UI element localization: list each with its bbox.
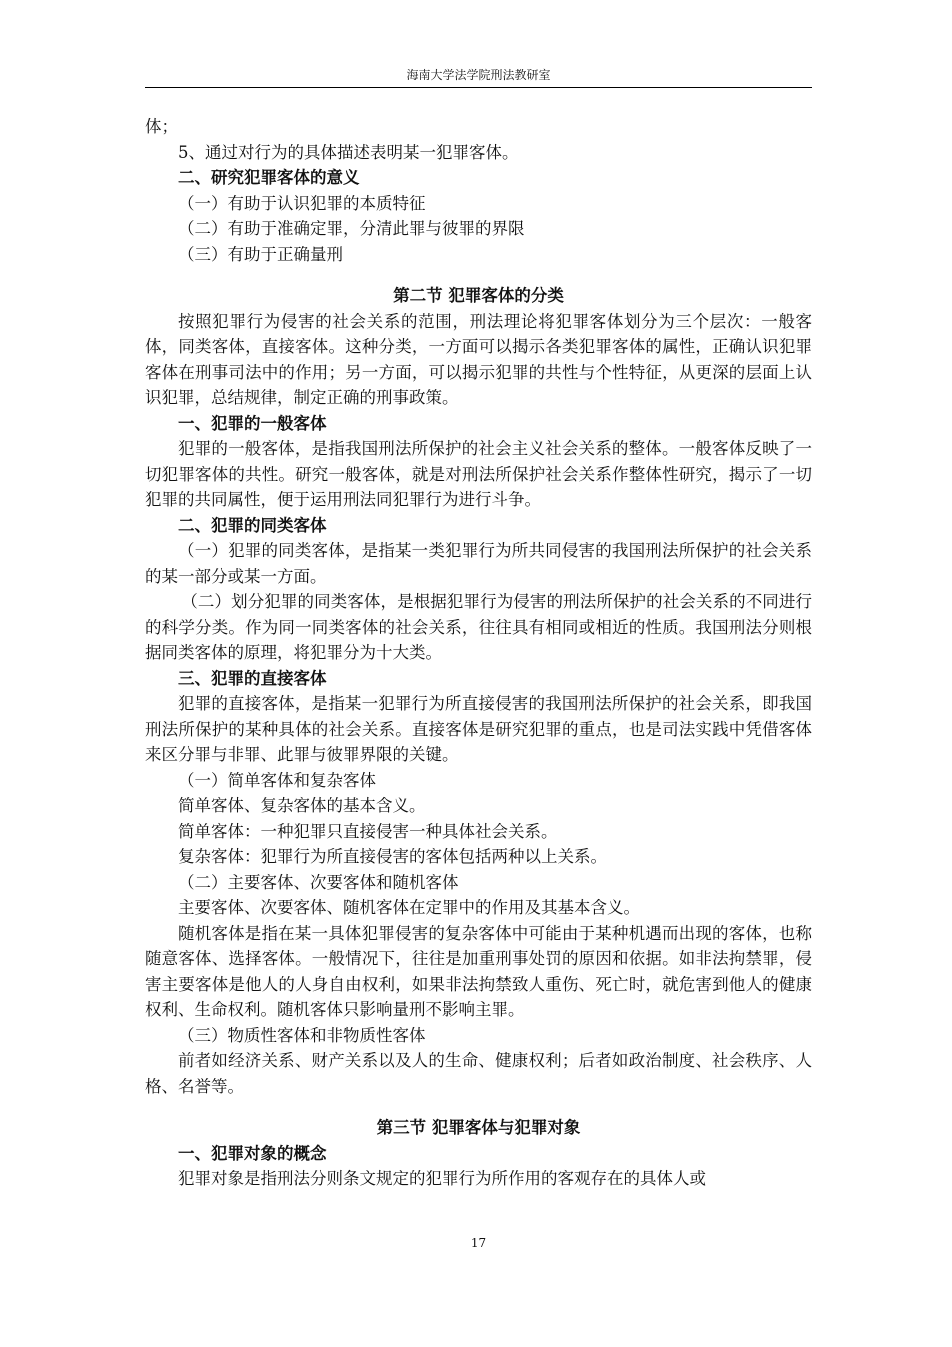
page-number: 17: [470, 1236, 487, 1250]
paragraph: 随机客体是指在某一具体犯罪侵害的复杂客体中可能由于某种机遇而出现的客体，也称随意客体、选择客体。一般情况下，往往是加重刑事处罚的原因和依据。如非法拘禁罪，侵害主要客体是他人的人身自由权利，如果非法拘禁致人重伤、死亡时，就危害到他人的健康权利、生命权利。随机客体只影响量刑不影响主罪。: [145, 923, 812, 1019]
subsection-heading: 二、犯罪的同类客体: [178, 515, 327, 535]
section-title: 第二节 犯罪客体的分类: [393, 286, 564, 305]
text-line: （三）有助于正确量刑: [178, 244, 343, 264]
paragraph: 犯罪的一般客体，是指我国刑法所保护的社会主义社会关系的整体。一般客体反映了一切犯罪客体的共性。研究一般客体，就是对刑法所保护社会关系作整体性研究，揭示了一切犯罪的共同属性，便于运用刑法同犯罪行为进行斗争。: [145, 439, 812, 509]
header-divider: [145, 87, 812, 88]
paragraph: （二）划分犯罪的同类客体，是根据犯罪行为侵害的刑法所保护的社会关系的不同进行的科学分类。作为同一同类客体的社会关系，往往具有相同或相近的性质。我国刑法分则根据同类客体的原理，将犯罪分为十大类。: [145, 592, 812, 662]
text-line: （一）有助于认识犯罪的本质特征: [178, 193, 426, 213]
text-line: 简单客体、复杂客体的基本含义。: [178, 796, 426, 815]
subsection-heading: 二、研究犯罪客体的意义: [178, 168, 360, 187]
text-line: 5、通过对行为的具体描述表明某一犯罪客体。: [178, 142, 519, 162]
text-line: 简单客体：一种犯罪只直接侵害一种具体社会关系。: [178, 821, 558, 841]
paragraph: 犯罪的直接客体，是指某一犯罪行为所直接侵害的我国刑法所保护的社会关系，即我国刑法所保护的某种具体的社会关系。直接客体是研究犯罪的重点，也是司法实践中凭借客体来区分罪与非罪、此罪与彼罪界限的关键。: [145, 694, 812, 764]
text-line: 体；: [145, 117, 178, 136]
text-line: 复杂客体：犯罪行为所直接侵害的客体包括两种以上关系。: [178, 847, 607, 866]
running-header: 海南大学法学院刑法教研室: [406, 68, 551, 82]
text-line: 主要客体、次要客体、随机客体在定罪中的作用及其基本含义。: [178, 898, 640, 917]
subsection-heading: 三、犯罪的直接客体: [178, 668, 327, 688]
text-line: （二）主要客体、次要客体和随机客体: [178, 872, 459, 892]
text-line: （三）物质性客体和非物质性客体: [178, 1025, 426, 1045]
paragraph: （一）犯罪的同类客体，是指某一类犯罪行为所共同侵害的我国刑法所保护的社会关系的某一部分或某一方面。: [145, 541, 812, 586]
section-title: 第三节 犯罪客体与犯罪对象: [376, 1118, 581, 1137]
subsection-heading: 一、犯罪的一般客体: [178, 413, 327, 433]
paragraph: 按照犯罪行为侵害的社会关系的范围，刑法理论将犯罪客体划分为三个层次：一般客体，同类客体，直接客体。这种分类，一方面可以揭示各类犯罪客体的属性，正确认识犯罪客体在刑事司法中的作用；另一方面，可以揭示犯罪的共性与个性特征，从更深的层面上认识犯罪，总结规律，制定正确的刑事政策。: [145, 311, 812, 407]
page-body: [145, 114, 812, 1192]
paragraph: 犯罪对象是指刑法分则条文规定的犯罪行为所作用的客观存在的具体人或: [178, 1169, 706, 1188]
subsection-heading: 一、犯罪对象的概念: [178, 1143, 327, 1163]
text-line: （一）简单客体和复杂客体: [178, 770, 376, 790]
paragraph: 前者如经济关系、财产关系以及人的生命、健康权利；后者如政治制度、社会秩序、人格、名誉等。: [145, 1051, 812, 1096]
text-line: （二）有助于准确定罪，分清此罪与彼罪的界限: [178, 219, 525, 238]
